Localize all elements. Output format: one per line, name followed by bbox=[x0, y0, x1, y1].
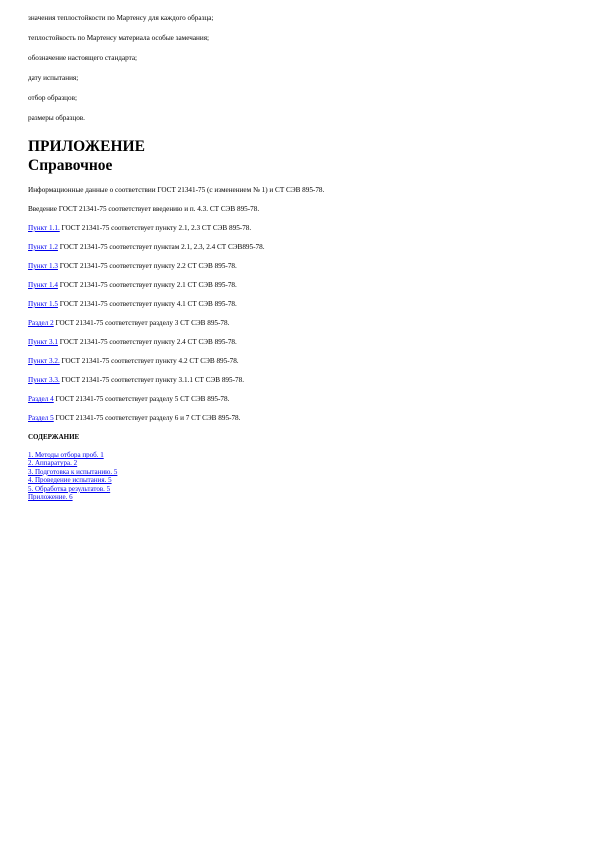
intro-paragraph: Введение ГОСТ 21341-75 соответствует введению и п. 4.3. СТ СЭВ 895-78. bbox=[28, 205, 260, 213]
intro-line: отбор образцов; bbox=[28, 94, 77, 102]
clause-link[interactable]: Пункт 1.3 bbox=[28, 262, 58, 270]
note-item bbox=[28, 395, 568, 404]
note-item bbox=[28, 281, 568, 290]
note-text: ГОСТ 21341-75 соответствует пункту 2.4 СТ СЭВ 895-78. bbox=[57, 338, 237, 346]
section-link[interactable]: Раздел 5 bbox=[28, 414, 54, 422]
clause-link[interactable]: Пункт 3.1 bbox=[28, 338, 58, 346]
note-item bbox=[28, 338, 568, 347]
correspondence-notes bbox=[28, 186, 568, 423]
intro-list bbox=[28, 14, 568, 123]
document-page bbox=[28, 14, 568, 501]
note-text: ГОСТ 21341-75 соответствует пункту 3.1.1 СТ СЭВ 895-78. bbox=[59, 376, 244, 384]
appendix-subtitle: Справочное bbox=[28, 157, 113, 174]
note-item bbox=[28, 243, 568, 252]
section-link[interactable]: Раздел 2 bbox=[28, 319, 54, 327]
toc-link[interactable]: Приложение. 6 bbox=[28, 493, 73, 502]
contents-title: СОДЕРЖАНИЕ bbox=[28, 433, 80, 441]
note-text: ГОСТ 21341-75 соответствует пункту 4.1 СТ СЭВ 895-78. bbox=[57, 300, 237, 308]
note-text: ГОСТ 21341-75 соответствует пункту 4.2 СТ СЭВ 895-78. bbox=[59, 357, 239, 365]
intro-line: размеры образцов. bbox=[28, 114, 85, 122]
intro-line: обозначение настоящего стандарта; bbox=[28, 54, 138, 62]
appendix-title: ПРИЛОЖЕНИЕ bbox=[28, 138, 145, 155]
note-text: ГОСТ 21341-75 соответствует пунктам 2.1, 2.3, 2.4 СТ СЭВ895-78. bbox=[57, 243, 265, 251]
clause-link[interactable]: Пункт 1.4 bbox=[28, 281, 58, 289]
note-text: ГОСТ 21341-75 соответствует разделу 5 СТ СЭВ 895-78. bbox=[53, 395, 230, 403]
info-paragraph: Информационные данные о соответствии ГОСТ 21341-75 (с изменением № 1) и СТ СЭВ 895-78. bbox=[28, 186, 325, 194]
note-item bbox=[28, 262, 568, 271]
intro-line: дату испытания; bbox=[28, 74, 79, 82]
toc-link[interactable]: 5. Обработка результатов. 5 bbox=[28, 484, 111, 493]
clause-link[interactable]: Пункт 1.2 bbox=[28, 243, 58, 251]
intro-line: теплостойкость по Мартенсу материала особые замечания; bbox=[28, 34, 210, 42]
note-item bbox=[28, 319, 568, 328]
note-text: ГОСТ 21341-75 соответствует пункту 2.1, 2.3 СТ СЭВ 895-78. bbox=[59, 224, 252, 232]
note-text: ГОСТ 21341-75 соответствует разделу 6 и 7 СТ СЭВ 895-78. bbox=[53, 414, 241, 422]
intro-line: значения теплостойкости по Мартенсу для каждого образца; bbox=[28, 14, 214, 22]
note-item bbox=[28, 414, 568, 423]
clause-link[interactable]: Пункт 1.1. bbox=[28, 224, 60, 232]
toc-link[interactable]: 2. Аппаратура. 2 bbox=[28, 459, 78, 468]
note-text: ГОСТ 21341-75 соответствует пункту 2.1 СТ СЭВ 895-78. bbox=[57, 281, 237, 289]
note-item bbox=[28, 357, 568, 366]
note-item bbox=[28, 376, 568, 385]
table-of-contents bbox=[28, 451, 568, 501]
note-text: ГОСТ 21341-75 соответствует разделу 3 СТ СЭВ 895-78. bbox=[53, 319, 230, 327]
note-text: ГОСТ 21341-75 соответствует пункту 2.2 СТ СЭВ 895-78. bbox=[57, 262, 237, 270]
note-item bbox=[28, 224, 568, 233]
toc-link[interactable]: 1. Методы отбора проб. 1 bbox=[28, 451, 104, 459]
section-link[interactable]: Раздел 4 bbox=[28, 395, 54, 403]
clause-link[interactable]: Пункт 1.5 bbox=[28, 300, 58, 308]
toc-link[interactable]: 3. Подготовка к испытанию. 5 bbox=[28, 467, 118, 476]
clause-link[interactable]: Пункт 3.2. bbox=[28, 357, 60, 365]
toc-link[interactable]: 4. Проведение испытания. 5 bbox=[28, 476, 112, 485]
note-item bbox=[28, 300, 568, 309]
clause-link[interactable]: Пункт 3.3. bbox=[28, 376, 60, 384]
